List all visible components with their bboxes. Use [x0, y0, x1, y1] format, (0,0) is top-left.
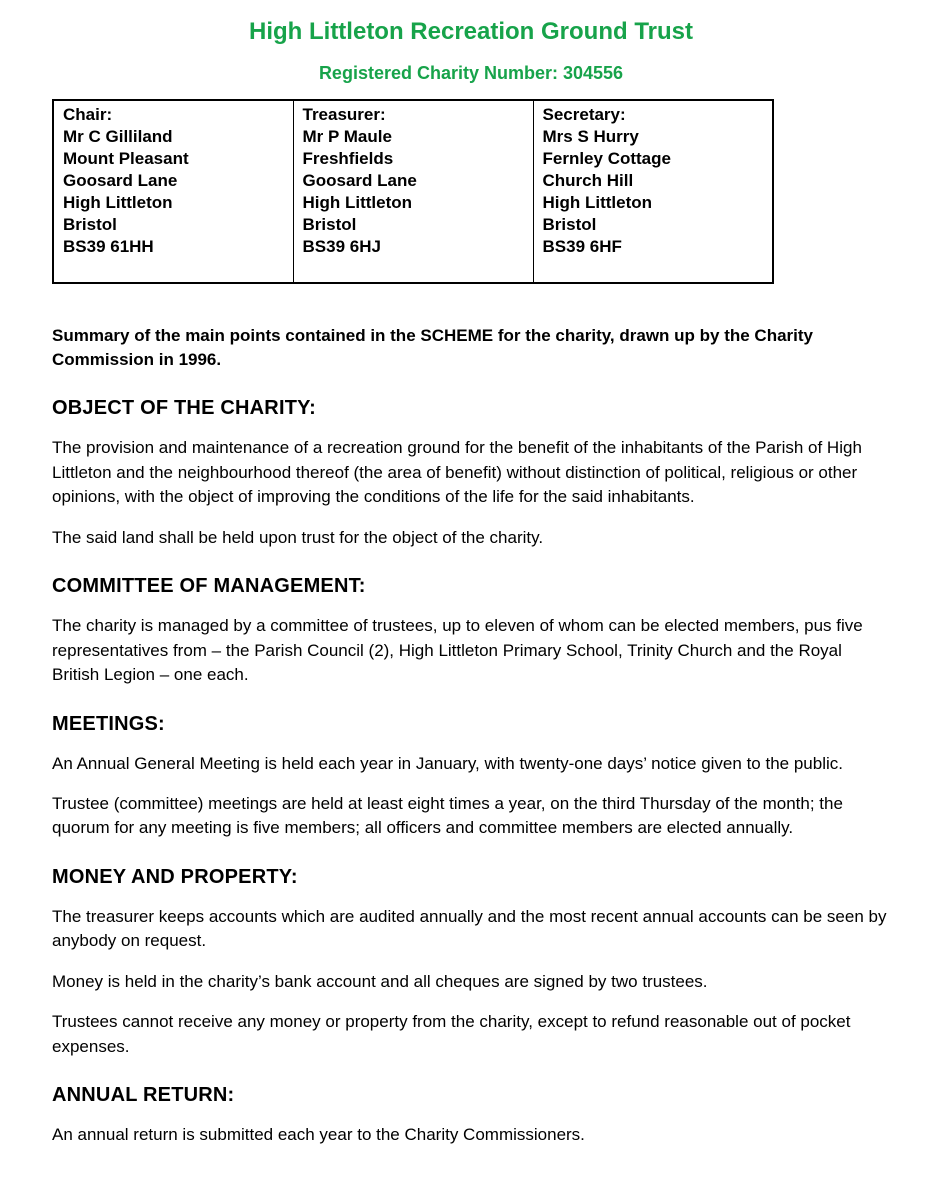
officer-address-line: Freshfields — [302, 149, 394, 168]
section-heading-object-of-charity: OBJECT OF THE CHARITY: — [52, 397, 317, 420]
officer-role: Secretary: — [542, 105, 626, 124]
officers-table — [52, 99, 774, 284]
officers-table-row — [53, 100, 773, 283]
officer-address-line: Mount Pleasant — [63, 149, 189, 168]
scheme-summary-paragraph: Summary of the main points contained in the SCHEME for the charity, drawn up by the Charity Commission in 1996. — [52, 326, 813, 370]
officer-cell-treasurer — [293, 100, 533, 283]
section-heading-committee: COMMITTEE OF MANAGEMENT: — [52, 575, 366, 598]
officer-address-line: Bristol — [302, 215, 357, 234]
officer-postcode: BS39 6HJ — [302, 237, 381, 256]
object-paragraph-2: The said land shall be held upon trust for the object of the charity. — [52, 527, 544, 547]
committee-paragraph-1: The charity is managed by a committee of trustees, up to eleven of whom can be elected members, pus five representatives from – the Parish Council (2), High Littleton Primary School, Trinity Church and the Royal British Legion – one each. — [52, 616, 863, 685]
meetings-paragraph-1: An Annual General Meeting is held each year in January, with twenty-one days’ notice given to the public. — [52, 753, 843, 773]
officer-address-line: Bristol — [63, 215, 117, 234]
officer-name: Mrs S Hurry — [542, 127, 639, 146]
officer-address-line: High Littleton — [63, 193, 173, 212]
officer-role: Chair: — [63, 105, 113, 124]
officer-postcode: BS39 6HF — [542, 237, 622, 256]
officer-postcode: BS39 61HH — [63, 237, 154, 256]
officer-address-line: High Littleton — [542, 193, 653, 212]
officer-address-line: Church Hill — [542, 171, 634, 190]
money-paragraph-1: The treasurer keeps accounts which are audited annually and the most recent annual accounts can be seen by anybody on request. — [52, 906, 887, 951]
meetings-paragraph-2: Trustee (committee) meetings are held at least eight times a year, on the third Thursday of the month; the quorum for any meeting is five members; all officers and committee members are elected annually. — [52, 794, 843, 838]
officer-cell-secretary — [533, 100, 773, 283]
object-paragraph-1: The provision and maintenance of a recreation ground for the benefit of the inhabitants of the Parish of High Littleton and the neighbourhood thereof (the area of benefit) without distinction of political, religious or other opinions, with the object of improving the conditions of the life for the said inhabitants. — [52, 438, 862, 507]
officer-role: Treasurer: — [302, 105, 386, 124]
money-paragraph-3: Trustees cannot receive any money or property from the charity, except to refund reasonable out of pocket expenses. — [52, 1012, 851, 1056]
officer-address-line: Goosard Lane — [302, 171, 417, 190]
section-heading-meetings: MEETINGS: — [52, 712, 165, 735]
section-heading-annual-return: ANNUAL RETURN: — [52, 1084, 235, 1107]
officer-cell-chair — [53, 100, 293, 283]
annual-return-paragraph-1: An annual return is submitted each year to the Charity Commissioners. — [52, 1125, 585, 1145]
officer-address-line: Bristol — [542, 215, 597, 234]
charity-number-subtitle: Registered Charity Number: 304556 — [318, 63, 624, 83]
money-paragraph-2: Money is held in the charity’s bank account and all cheques are signed by two trustees. — [52, 971, 708, 991]
officer-address-line: Fernley Cottage — [542, 149, 671, 168]
page-title: High Littleton Recreation Ground Trust — [249, 18, 693, 45]
officer-name: Mr P Maule — [302, 127, 392, 146]
officer-name: Mr C Gilliland — [63, 127, 173, 146]
officer-address-line: High Littleton — [302, 193, 413, 212]
section-heading-money-property: MONEY AND PROPERTY: — [52, 865, 298, 888]
officer-address-line: Goosard Lane — [63, 171, 178, 190]
